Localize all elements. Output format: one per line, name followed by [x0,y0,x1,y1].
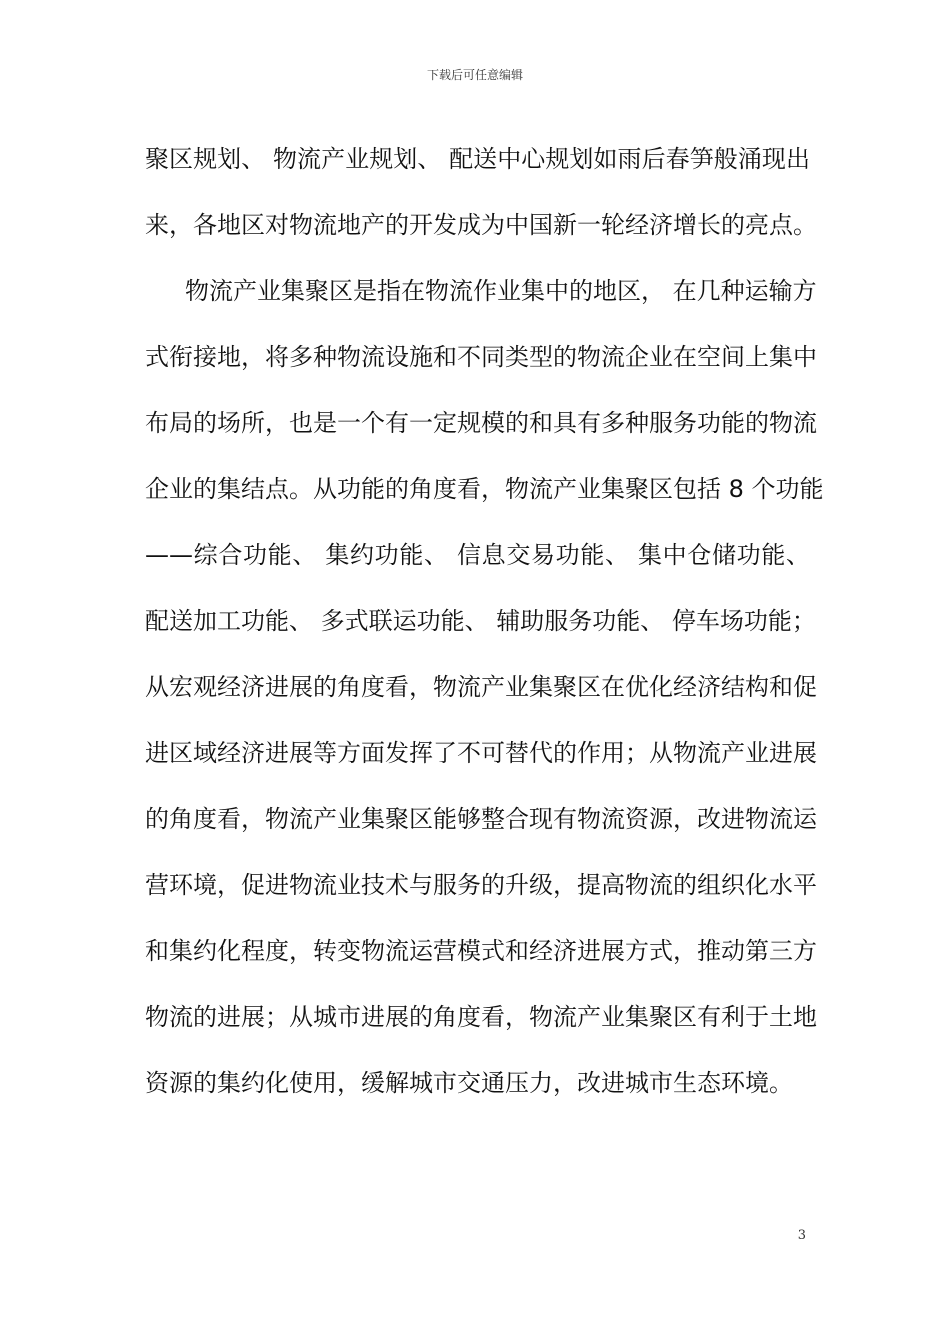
page-number: 3 [797,1228,806,1243]
text-line: 进区域经济进展等方面发挥了不可替代的作用；从物流产业进展 [145,739,817,767]
text-line: 聚区规划、 物流产业规划、 配送中心规划如雨后春笋般涌现出 [145,145,810,173]
body-text [145,126,824,1116]
text-line: 布局的场所，也是一个有一定规模的和具有多种服务功能的物流 [145,409,817,437]
text-line: 式衔接地，将多种物流设施和不同类型的物流企业在空间上集中 [145,343,817,371]
text-line: 营环境，促进物流业技术与服务的升级，提高物流的组织化水平 [145,871,817,899]
text-line: 资源的集约化使用，缓解城市交通压力，改进城市生态环境。 [145,1069,793,1097]
header-note: 下载后可任意编辑 [426,68,523,82]
text-line: 从宏观经济进展的角度看，物流产业集聚区在优化经济结构和促 [145,673,817,701]
text-line: ——综合功能、 集约功能、 信息交易功能、 集中仓储功能、 [145,541,810,569]
text-line: 的角度看，物流产业集聚区能够整合现有物流资源，改进物流运 [145,805,817,833]
text-line: 物流的进展；从城市进展的角度看，物流产业集聚区有利于土地 [145,1003,817,1031]
text-line: 配送加工功能、 多式联运功能、 辅助服务功能、 停车场功能； [145,607,816,635]
text-line: 物流产业集聚区是指在物流作业集中的地区， 在几种运输方 [185,277,817,305]
text-line: 企业的集结点。从功能的角度看，物流产业集聚区包括 8 个功能 [145,475,824,503]
text-line: 来，各地区对物流地产的开发成为中国新一轮经济增长的亮点。 [145,211,817,239]
text-line: 和集约化程度，转变物流运营模式和经济进展方式，推动第三方 [145,937,817,965]
